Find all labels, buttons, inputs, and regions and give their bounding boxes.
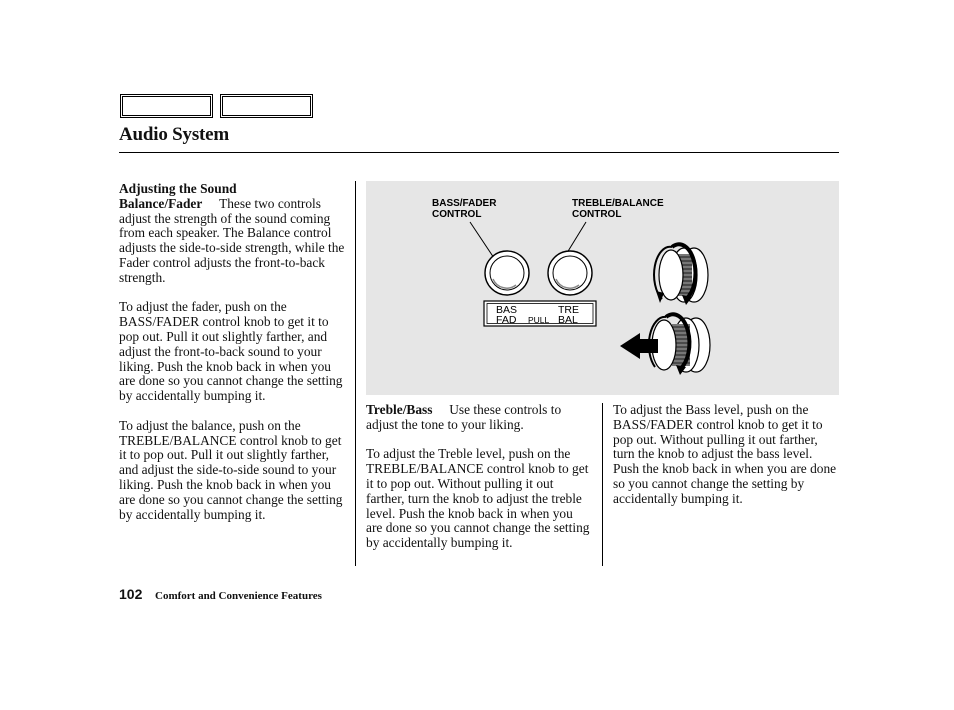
nav-tab-1[interactable] bbox=[120, 94, 213, 118]
column-left bbox=[119, 182, 347, 537]
panel-label-pull: PULL bbox=[528, 315, 550, 325]
page-title: Audio System bbox=[119, 124, 230, 145]
audio-controls-illustration bbox=[366, 181, 839, 395]
audio-controls-figure bbox=[366, 181, 839, 395]
nav-tab-2[interactable] bbox=[220, 94, 313, 118]
section-name: Comfort and Convenience Features bbox=[155, 590, 322, 602]
balance-paragraph: To adjust the balance, push on the TREBLE/BALANCE control knob to get it to pop out. Pull it out slightly farther, and adjust the side-to-side sound to your liking. Push the knob back in when you are done so you cannot change the setting by accidentally bumping it. bbox=[119, 417, 343, 522]
panel-label-tre: TRE bbox=[558, 304, 579, 316]
pull-knob-icon bbox=[620, 314, 710, 375]
column-divider-1 bbox=[355, 181, 356, 566]
balance-fader-heading-line1: Adjusting the Sound bbox=[119, 181, 237, 196]
balance-fader-heading-line2: Balance/Fader bbox=[119, 195, 203, 211]
treble-bass-heading: Treble/Bass bbox=[366, 402, 433, 417]
rotate-knob-icon bbox=[654, 244, 708, 305]
panel-label-fad: FAD bbox=[496, 314, 517, 326]
balance-fader-section bbox=[119, 182, 347, 286]
panel-label-bal: BAL bbox=[558, 314, 578, 326]
column-middle bbox=[366, 403, 591, 566]
page-number: 102 bbox=[119, 586, 143, 602]
treble-paragraph: To adjust the Treble level, push on the TREBLE/BALANCE control knob to get it to pop out. Without pulling it out farther, turn the knob to adjust the treble level. Push the knob back in when you are done so you cannot change the setting by accidentally bumping it. bbox=[366, 446, 590, 551]
panel-label-bas: BAS bbox=[496, 304, 518, 316]
control-label-panel bbox=[484, 301, 596, 326]
treble-bass-intro: Use these controls to adjust the tone to your liking. bbox=[366, 402, 562, 432]
label-treble-balance-line1: TREBLE/BALANCE bbox=[572, 198, 664, 209]
treble-balance-knob-icon bbox=[548, 251, 592, 295]
title-rule bbox=[119, 152, 839, 153]
label-treble-balance-line2: CONTROL bbox=[572, 209, 622, 220]
column-right bbox=[613, 403, 839, 521]
bass-paragraph: To adjust the Bass level, push on the BASS/FADER control knob to get it to pop out. Without pulling it out farther, turn the knob to adjust the bass level. Push the knob back in when you are done so you cannot change the setting by accidentally bumping it. bbox=[613, 402, 837, 506]
fader-paragraph: To adjust the fader, push on the BASS/FADER control knob to get it to pop out. Pull it out slightly farther, and adjust the front-to-back sound to your liking. Push the knob back in when you are done so you cannot change the setting by accidentally bumping it. bbox=[119, 299, 343, 404]
label-bass-fader-line2: CONTROL bbox=[432, 209, 482, 220]
treble-bass-section bbox=[366, 403, 591, 433]
column-divider-2 bbox=[602, 403, 603, 566]
label-bass-fader-line1: BASS/FADER bbox=[432, 198, 497, 209]
balance-fader-intro: These two controls adjust the strength of the sound coming from each speaker. The Balance control adjusts the side-to-side strength, while the Fader control adjusts the front-to-back strength. bbox=[119, 195, 345, 285]
bass-fader-knob-icon bbox=[485, 251, 529, 295]
